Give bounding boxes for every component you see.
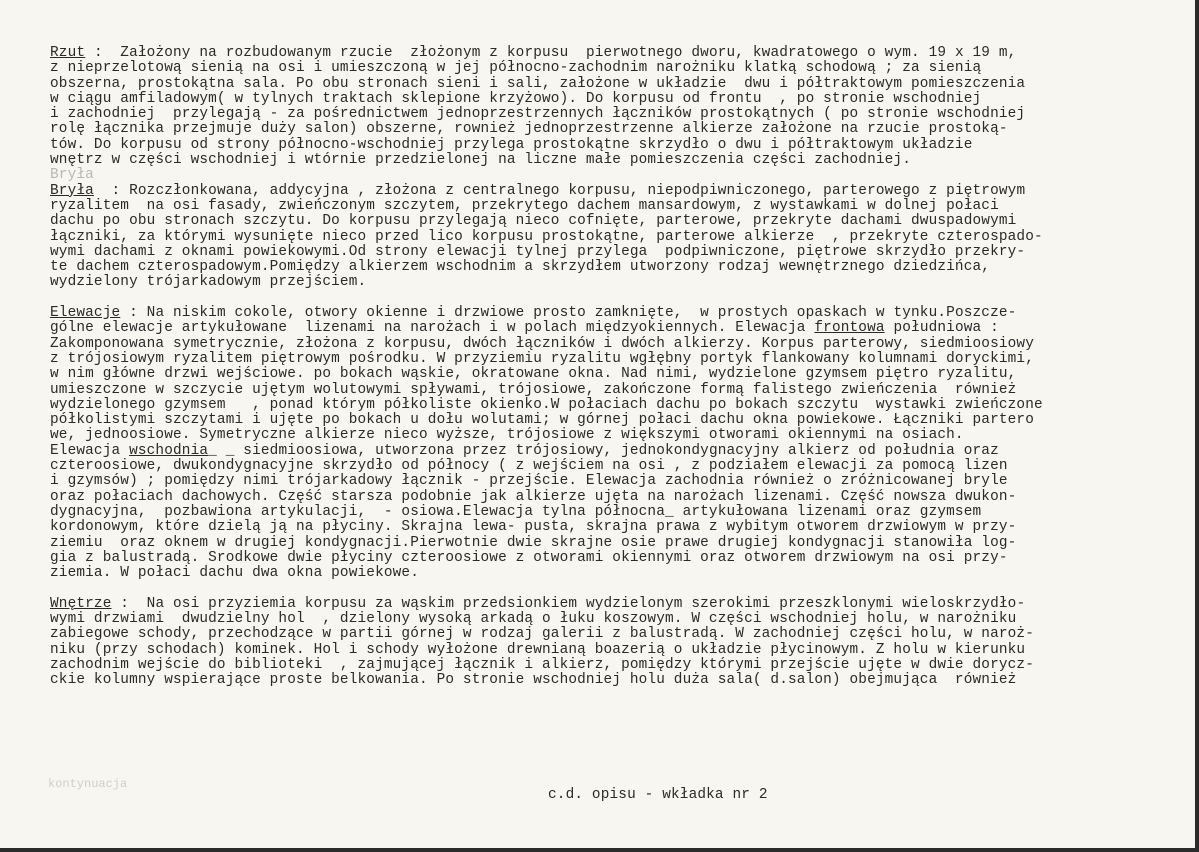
- elewacje-line: Zakomponowana symetrycznie, złożona z korpusu, dwóch łączników i dwóch alkierzy. Korpus parterowy, siedmioosiowy: [50, 335, 1035, 352]
- bryla-line: wymi dachami z oknami powiekowymi.Od strony elewacji tylnej przylega podpiwniczone, piętrowe skrzydło przekry-: [50, 243, 1026, 260]
- wschodnia-underlined: wschodnia: [129, 442, 209, 459]
- page-body: [50, 46, 1199, 688]
- continuation-note: c.d. opisu - wkładka nr 2: [548, 787, 768, 803]
- elewacje-line: umieszczone w szczycie ujętym wolutowymi spływami, trójosiowe, zakończone formą falistego zwieńczenia również: [50, 381, 1017, 398]
- bryla-heading: Bryła: [50, 182, 94, 199]
- elewacje-heading: Elewacje: [50, 305, 121, 322]
- wnetrze-first-line: : Na osi przyziemia korpusu za wąskim przedsionkiem wydzielonym szerokimi przeszklonymi wieloskrzydło-: [111, 595, 1026, 612]
- elewacje-line: i gzymsów) ; pomiędzy nimi trójarkadowy łącznik - przejście. Elewacja zachodnia również o zróżnicowanej bryle: [50, 473, 1008, 490]
- bryla-line: wydzielony trójarkadowym przejściem.: [50, 274, 367, 291]
- elewacje-line: we, jednoosiowe. Symetryczne alkierze nieco wyższe, trójosiowe z większymi otworami okiennymi na osiach.: [50, 427, 964, 444]
- bryla-line: łączniki, za którymi wysunięte nieco przed lico korpusu prostokątne, parterowe alkierze , przekryte czterospado-: [50, 228, 1043, 245]
- elewacje-line: ziemia. W połaci dachu dwa okna powiekowe.: [50, 565, 420, 582]
- wnetrze-line: wymi drzwiami dwudzielny hol , dzielony wysoką arkadą o łuku koszowym. W części wschodniej holu, w narożniku: [50, 610, 1017, 627]
- bryla-line: dachu po obu stronach szczytu. Do korpusu przylegają nieco cofnięte, parterowe, przekryte dachami dwuspadowymi: [50, 213, 1017, 230]
- wnetrze-line: ckie kolumny wspierające proste belkowania. Po stronie wschodniej holu duża sala( d.salon) obejmująca również: [50, 672, 1017, 689]
- wnetrze-line: zachodnim wejście do biblioteki , zajmującej łącznik i alkierz, pomiędzy którymi przejście ujęte w dwie dorycz-: [50, 656, 1035, 673]
- rzut-first-line: : Założony na rozbudowanym rzucie złożonym z korpusu pierwotnego dworu, kwadratowego o wym. 19 x 19 m,: [85, 45, 1017, 61]
- elewacje-line10-end: _ _ siedmioosiowa, utworzona przez trójosiowy, jednokondygnacyjny alkierz od południa oraz: [208, 442, 999, 459]
- faint-overstrike: Bryła: [50, 167, 94, 184]
- wnetrze-line: zabiegowe schody, przechodzące w partii górnej w rodzaj galerii z balustradą. W zachodniej części holu, w naroż-: [50, 626, 1035, 643]
- elewacje-line: wydzielonego gzymsem , ponad którym półkoliste okienko.W połaciach dachu po bokach szczytu wystawki zwieńczone: [50, 396, 1043, 413]
- elewacje-line-10: [50, 444, 1199, 459]
- elewacje-line-2: [50, 321, 1199, 336]
- elewacje-line: czteroosiowe, dwukondygnacyjne skrzydło od północy ( z wejściem na osi , z podziałem elewacji za pomocą lizen: [50, 458, 1008, 475]
- paragraph-gap: [50, 581, 1199, 596]
- elewacje-line-1: [50, 306, 1199, 321]
- elewacje-line: gia z balustradą. Srodkowe dwie płyciny czteroosiowe z otworami okiennymi oraz otworem drzwiowym na osi przy-: [50, 549, 1008, 566]
- rzut-line: tów. Do korpusu od strony północno-wschodniej przylega prostokątne skrzydło o dwu i półtraktowym układzie: [50, 136, 973, 153]
- elewacje-line: z trójosiowym ryzalitem piętrowym pośrodku. W przyziemiu ryzalitu wgłębny portyk flankowany kolumnami doryckimi,: [50, 350, 1035, 367]
- elewacje-line: dygnacyjna, pozbawiona artykulacji, - osiowa.Elewacja tylna północna_ artykułowana lizenami oraz gzymsem: [50, 503, 982, 520]
- elewacje-line10-text: Elewacja: [50, 442, 130, 459]
- rzut-line: w ciągu amfiladowym( w tylnych traktach sklepione krzyżowo). Do korpusu od frontu , po stronie wschodniej: [50, 90, 982, 107]
- elewacje-first-line: : Na niskim cokole, otwory okienne i drzwiowe prosto zamknięte, w prostych opaskach w tynku.Poszcze-: [120, 305, 1017, 322]
- rzut-line: obszerna, prostokątna sala. Po obu stronach sieni i sali, założone w układzie dwu i półtraktowym pomieszczenia: [50, 75, 1026, 92]
- elewacje-line: w nim główne drzwi wejściowe. po bokach wąskie, okratowane okna. Nad nimi, wydzielone gzymsem piętro ryzalitu,: [50, 366, 1017, 383]
- wnetrze-line-1: [50, 597, 1199, 612]
- paragraph-gap: [50, 291, 1199, 306]
- wnetrze-heading: Wnętrze: [50, 595, 112, 612]
- rzut-line: rolę łącznika przejmuje duży salon) obszerne, rownież jednoprzestrzenne alkierze założone na rzucie prostoką-: [50, 121, 1008, 138]
- bryla-first-line: : Rozczłonkowana, addycyjna , złożona z centralnego korpusu, niepodpiwniczonego, parterowego z piętrowym: [93, 182, 1026, 199]
- bryla-line: te dachem czterospadowym.Pomiędzy alkierzem wschodnim a skrzydłem utworzony rodzaj wewnętrznego dziedzińca,: [50, 259, 991, 276]
- rzut-line: wnętrz w części wschodniej i wtórnie przedzielonej na liczne małe pomieszczenia części zachodniej.: [50, 152, 912, 169]
- elewacje-line: półkolistymi szczytami i ujęte po bokach u dołu wolutami; w górnej połaci dachu okna powiekowe. Łączniki partero: [50, 412, 1035, 429]
- rzut-line-1: [50, 46, 1199, 61]
- elewacje-line: ziemiu oraz oknem w drugiej kondygnacji.Pierwotnie dwie skrajne osie prawe drugiej kondygnacji stanowiła log-: [50, 534, 1017, 551]
- bryla-line: ryzalitem na osi fasady, zwieńczonym szczytem, przekrytego dachem mansardowym, z wystawkami w dolnej połaci: [50, 197, 999, 214]
- rzut-line: z nieprzelotową sienią na osi i umieszczoną w jej północno-zachodnim narożniku klatką schodową ; za sienią: [50, 60, 982, 77]
- wnetrze-line: niku (przy schodach) kominek. Hol i schody wyłożone drewnianą boazerią o układzie płycinowym. Z holu w kierunku: [50, 641, 1026, 658]
- elewacje-line2-text: gólne elewacje artykułowane lizenami na narożach i w polach międzyokiennych. Elewacja: [50, 320, 815, 337]
- elewacje-line: kordonowym, które dzielą ją na płyciny. Skrajna lewa- pusta, skrajna prawa z wybitym otworem drzwiowym w przy-: [50, 519, 1017, 536]
- rzut-heading: Rzut: [50, 45, 86, 61]
- elewacje-line: oraz połaciach dachowych. Część starsza podobnie jak alkierze ujęta na narożach lizenami. Część nowsza dwukon-: [50, 488, 1017, 505]
- bryla-line-1: [50, 184, 1199, 199]
- rzut-line: i zachodniej przylegają - za pośrednictwem jednoprzestrzennych łączników prostokątnych ( po stronie wschodniej: [50, 106, 1026, 123]
- elewacje-line2-end: południowa :: [884, 320, 999, 337]
- faint-bleed-through-text: kontynuacja: [48, 777, 128, 791]
- frontowa-underlined: frontowa: [814, 320, 885, 337]
